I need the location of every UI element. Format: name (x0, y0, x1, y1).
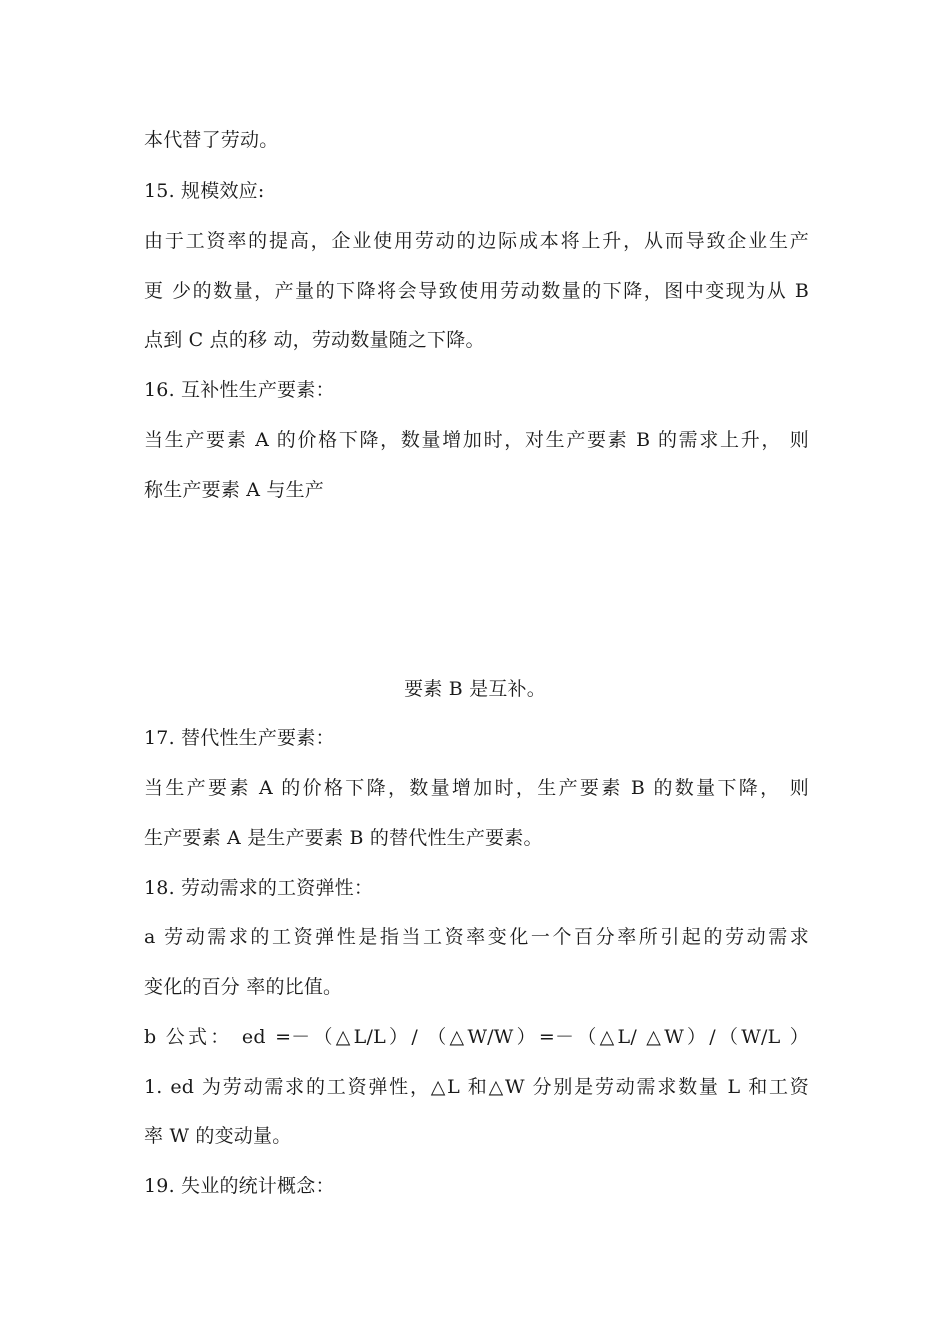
text-line: 本代替了劳动。 (144, 129, 279, 151)
section-heading: 15. 规模效应: (144, 180, 265, 202)
text-line: 点到 C 点的移 动，劳动数量随之下降。 (144, 329, 485, 351)
text-line: 变化的百分 率的比值。 (144, 976, 343, 998)
formula-line: b 公式： ed =－（△L/L）/ （△W/W）=－（△L/ △W）/（W/L ） (144, 1026, 809, 1048)
section-heading: 16. 互补性生产要素： (144, 379, 335, 401)
text-line: 更 少的数量，产量的下降将会导致使用劳动数量的下降，图中变现为从 B (144, 280, 809, 302)
text-line: 由于工资率的提高，企业使用劳动的边际成本将上升，从而导致企业生产 (144, 230, 809, 252)
text-line: 生产要素 A 是生产要素 B 的替代性生产要素。 (144, 827, 543, 849)
text-line: 当生产要素 A 的价格下降，数量增加时，对生产要素 B 的需求上升， 则 (144, 429, 809, 451)
section-heading: 17. 替代性生产要素： (144, 727, 335, 749)
text-line: 1. ed 为劳动需求的工资弹性，△L 和△W 分别是劳动需求数量 L 和工资 (144, 1076, 809, 1098)
section-heading: 19. 失业的统计概念： (144, 1175, 335, 1197)
section-heading: 18. 劳动需求的工资弹性： (144, 877, 374, 899)
text-line: 当生产要素 A 的价格下降，数量增加时，生产要素 B 的数量下降， 则 (144, 777, 809, 799)
text-line: 率 W 的变动量。 (144, 1125, 292, 1147)
text-line: 称生产要素 A 与生产 (144, 479, 325, 501)
text-line: a 劳动需求的工资弹性是指当工资率变化一个百分率所引起的劳动需求 (144, 926, 809, 948)
text-line-centered: 要素 B 是互补。 (404, 678, 546, 700)
